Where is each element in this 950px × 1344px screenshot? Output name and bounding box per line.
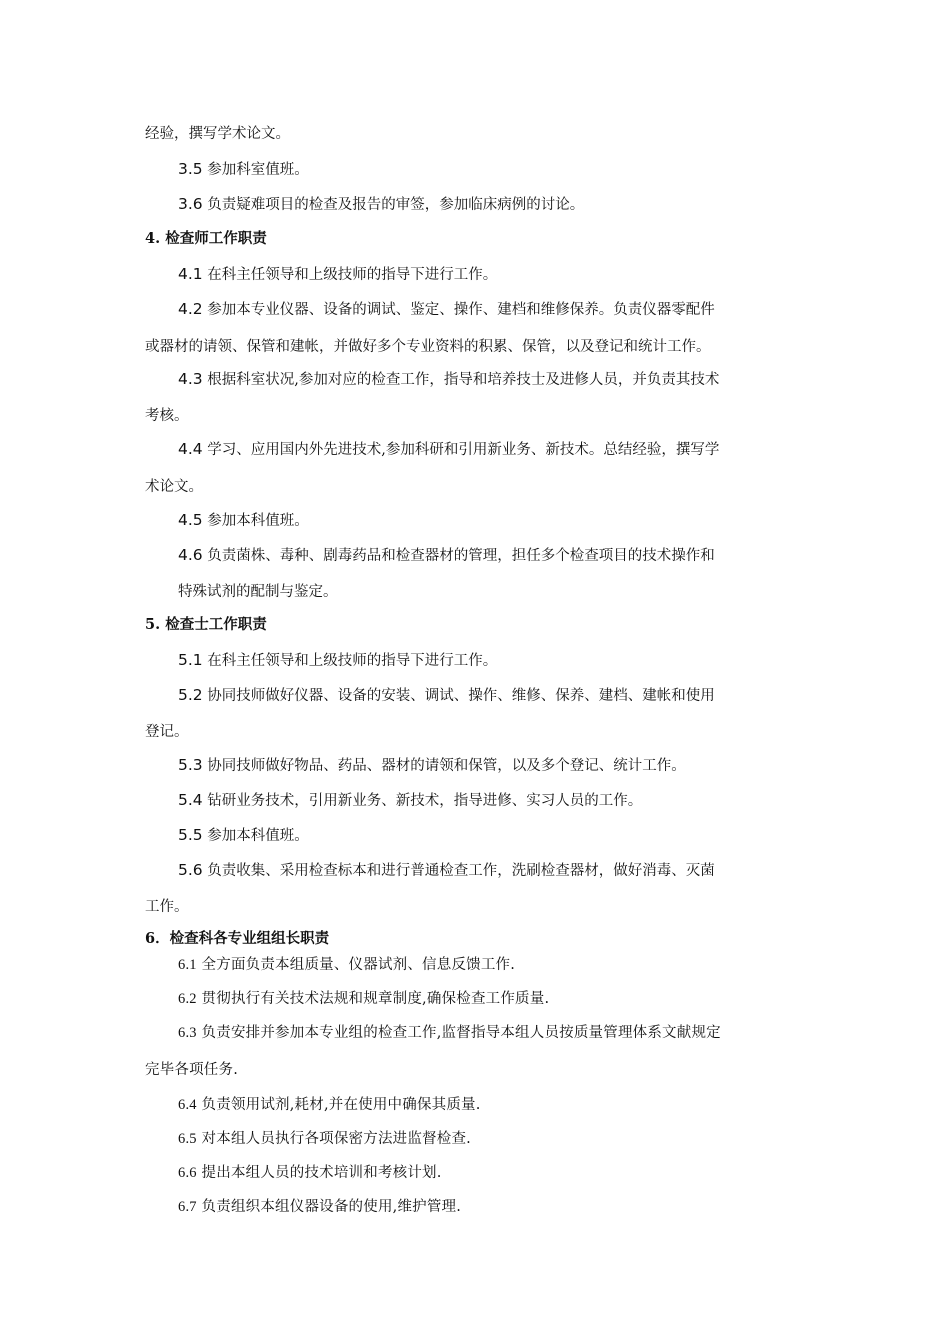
list-item: 6.4 负责领用试剂,耗材,并在使用中确保其质量. [178,1097,481,1113]
list-item: 6.7 负责组织本组仪器设备的使用,维护管理. [178,1199,462,1215]
list-item: 4.1 在科主任领导和上级技师的指导下进行工作。 [178,265,498,283]
list-item: 4.6 负责菌株、毒种、剧毒药品和检查器材的管理，担任多个检查项目的技术操作和 [178,546,715,564]
list-item: 5.3 协同技师做好物品、药品、器材的请领和保管，以及多个登记、统计工作。 [178,756,686,774]
paragraph-line: 经验，撰写学术论文。 [145,126,290,142]
section-heading: 6．检查科各专业组组长职责 [145,930,330,947]
list-item: 3.5 参加科室值班。 [178,160,309,178]
list-item: 4.4 学习、应用国内外先进技术,参加科研和引用新业务、新技术。总结经验，撰写学 [178,440,720,458]
list-item: 5.1 在科主任领导和上级技师的指导下进行工作。 [178,651,498,669]
paragraph-line: 或器材的请领、保管和建帐，并做好多个专业资料的积累、保管，以及登记和统计工作。 [145,339,711,355]
list-item: 6.5 对本组人员执行各项保密方法进监督检查. [178,1131,471,1147]
list-item: 5.2 协同技师做好仪器、设备的安装、调试、操作、维修、保养、建档、建帐和使用 [178,686,715,704]
list-item: 5.5 参加本科值班。 [178,826,309,844]
list-item: 4.3 根据科室状况,参加对应的检查工作，指导和培养技士及进修人员，并负责其技术 [178,370,720,388]
section-heading: 4. 检查师工作职责 [145,230,267,247]
list-item: 6.2 贯彻执行有关技术法规和规章制度,确保检查工作质量. [178,991,550,1007]
list-item: 5.6 负责收集、采用检查标本和进行普通检查工作，洗刷检查器材，做好消毒、灭菌 [178,861,715,879]
list-item: 4.5 参加本科值班。 [178,511,309,529]
paragraph-line: 工作。 [145,899,189,915]
paragraph-line: 登记。 [145,724,189,740]
list-item: 6.1 全方面负责本组质量、仪器试剂、信息反馈工作. [178,957,516,973]
list-item: 4.2 参加本专业仪器、设备的调试、鉴定、操作、建档和维修保养。负责仪器零配件 [178,300,715,318]
list-item: 6.3 负责安排并参加本专业组的检查工作,监督指导本组人员按质量管理体系文献规定 [178,1025,721,1041]
paragraph-line: 特殊试剂的配制与鉴定。 [178,584,338,600]
paragraph-line: 考核。 [145,408,189,424]
list-item: 3.6 负责疑难项目的检查及报告的审签，参加临床病例的讨论。 [178,195,585,213]
paragraph-line: 术论文。 [145,479,203,495]
paragraph-line: 完毕各项任务. [145,1062,239,1078]
list-item: 6.6 提出本组人员的技术培训和考核计划. [178,1165,442,1181]
section-heading: 5. 检查士工作职责 [145,616,267,633]
list-item: 5.4 钻研业务技术，引用新业务、新技术，指导进修、实习人员的工作。 [178,791,643,809]
